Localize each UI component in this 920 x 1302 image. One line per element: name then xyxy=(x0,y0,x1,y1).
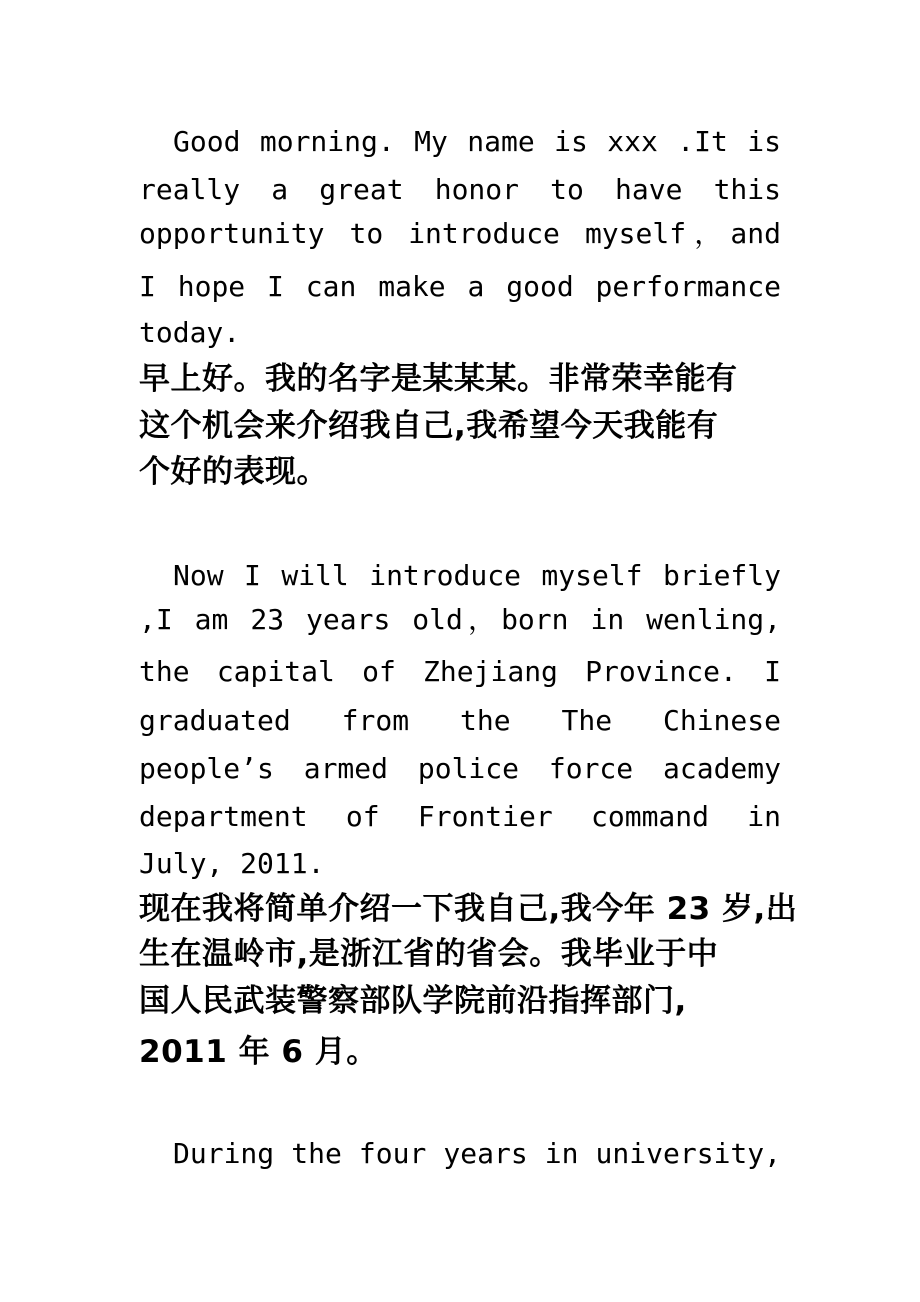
paragraph-1-zh-line-3: 个好的表现。 xyxy=(139,454,328,490)
paragraph-2-zh-line-4: 2011 年 6 月。 xyxy=(139,1034,378,1070)
paragraph-2-en-line-7: July, 2011. xyxy=(139,847,325,880)
paragraph-1-zh-line-1: 早上好。我的名字是某某某。非常荣幸能有 xyxy=(139,361,738,397)
paragraph-1-en-line-1: Good morning. My name is xxx .It is xyxy=(173,125,781,158)
paragraph-2-zh-line-2: 生在温岭市,是浙江省的省会。我毕业于中 xyxy=(139,936,719,972)
paragraph-1-en-line-4: I hope I can make a good performance xyxy=(139,270,781,303)
paragraph-2-en-line-6: department of Frontier command in xyxy=(139,800,781,833)
paragraph-3-en-line-1: During the four years in university, xyxy=(173,1137,781,1170)
paragraph-2-en-line-2: ,I am 23 years old，born in wenling, xyxy=(139,603,781,636)
paragraph-2-zh-line-1: 现在我将简单介绍一下我自己,我今年 23 岁,出 xyxy=(139,891,798,927)
paragraph-1-en-line-3: opportunity to introduce myself，and xyxy=(139,217,781,250)
paragraph-2-en-line-5: people’s armed police force academy xyxy=(139,752,781,785)
paragraph-2-en-line-4: graduated from the The Chinese xyxy=(139,704,781,737)
paragraph-1-en-line-5: today. xyxy=(139,316,241,349)
paragraph-2-en-line-1: Now I will introduce myself briefly xyxy=(173,559,781,592)
paragraph-1-en-line-2: really a great honor to have this xyxy=(139,173,781,206)
paragraph-1-zh-line-2: 这个机会来介绍我自己,我希望今天我能有 xyxy=(139,408,719,444)
paragraph-2-en-line-3: the capital of Zhejiang Province. I xyxy=(139,655,781,688)
paragraph-2-zh-line-3: 国人民武装警察部队学院前沿指挥部门, xyxy=(139,983,687,1019)
